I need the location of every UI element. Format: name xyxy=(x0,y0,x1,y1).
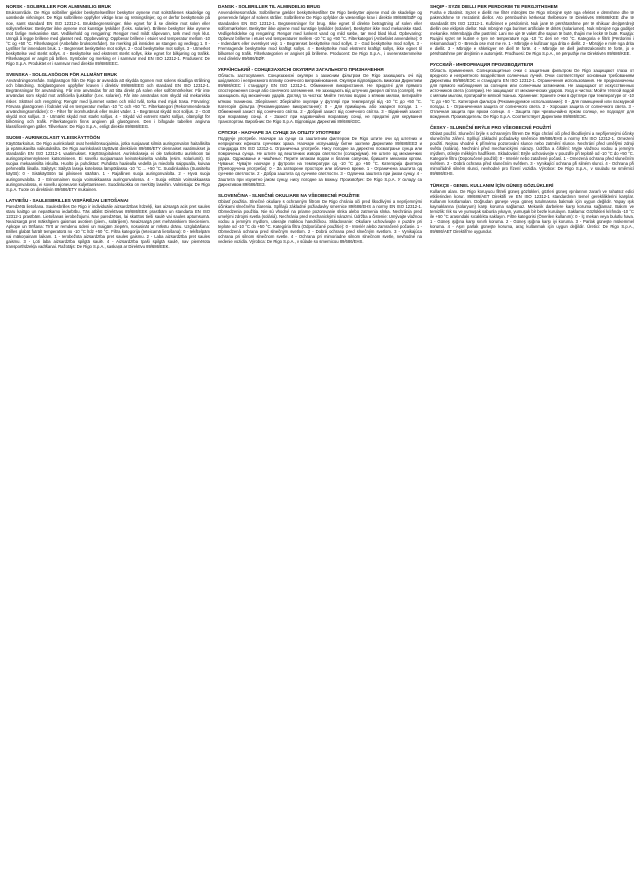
section-body: Kullanım alanı. De Rigo koruyucu filtreli güneş gözlükleri, gözleri güneş ışınlarının zararlı ve rahatsız edici etkilerinden korur. 89/686/AET Direktifi ve EN ISO 12312-1 standardının temel gerekliliklerini karşılar. Kullanım kısıtlamaları. Doğrudan güneşe veya güneş tutulmasına bakmak için uygun değildir. Yapay ışık kaynaklarına (solaryum) karşı koruma sağlamaz. Mekanik darbelere karşı koruma sağlamaz. Bakım ve temizlik: Ilık su ve yumuşak sabunla yıkayın, yumuşak bir bezle kurulayın. Saklama: Gözlükleri kılıfında -10 °C ile +50 °C arasındaki sıcaklıkta saklayın. Filtre kategorisi (Önerilen kullanım): 0 - İç mekan veya bulutlu hava. 1 - Güneş ışığına karşı sınırlı koruma. 2 - Güneş ışığına karşı iyi koruma. 3 - Parlak güneşte mükemmel koruma. 4 - Aşırı parlak güneşte koruma, araç kullanmak için uygun değildir. Üretici: De Rigo S.p.A., 89/686/AET Direktifi'ne uygundur. xyxy=(430,188,634,235)
section-title: СРПСКИ - НАОЧАРЕ ЗА СУНЦЕ ЗА ОПШТУ УПОТРЕБУ xyxy=(218,129,341,135)
section-title: УКРАЇНСЬКИЙ - СОНЦЕЗАХИСНІ ОКУЛЯРИ ЗАГАЛЬНОГО ПРИЗНАЧЕННЯ xyxy=(218,66,384,72)
section-title: TÜRKÇE - GENEL KULLANIM İÇİN GÜNEŞ GÖZLÜKLERİ xyxy=(430,182,554,188)
section-body: Käyttötarkoitus. De Rigo aurinkolasit ovat henkilönsuojaimia, jotka suojaavat silmiä auringonvalon haitallisilta ja epämukavilta vaikutuksilta. De Rigo aurinkolasit täyttävät direktiivin 89/686/ETY olennaiset vaatimukset ja standardin EN ISO 12312-1 vaatimukset. Käyttörajoitukset. Aurinkolaseja ei ole tarkoitettu aurinkoon tai auringonpimennykseen katsomiseen. Ei sovellu suojaamaan keinotekoiselta valolta (esim. solariumit). Ei suojaa mekaanisilta iskuilta. Huolto ja puhdistus: Puhdista haalealla vedellä ja miedolla saippualla, kuivaa pehmeällä liinalla. Säilytys: Säilytä laseja kotelossa lämpötilassa -10 °C ... +50 °C. Suodinluokka (Suositeltu käyttö): 0 - Sisäkäyttöön tai pilviseen säähän. 1 - Rajallinen suoja auringonvalolta. 2 - Hyvä suoja auringonvalolta. 3 - Erinomainen suoja voimakkaassa auringonvalossa. 4 - Suoja erittäin voimakkaassa auringonvalossa, ei sovellu ajoneuvon kuljettamiseen. Suodinluokka on merkitty laseihin. Valmistaja: De Rigo S.p.A. Tuote on direktiivin 89/686/ETY mukainen. xyxy=(6,141,210,192)
section-turkce xyxy=(430,183,634,235)
section-title: SVENSKA - SOLGLASÖGON FÖR ALLMÄNT BRUK xyxy=(6,71,118,77)
section-cesky xyxy=(430,125,634,177)
section-body: Fusha e zbatimit. Syzet e diellit me filtër mbrojtës De Rigo mbrojnë sytë nga efektet e dëmshme dhe të pakëndshme të rrezatimit diellor. Ato përmbushin kërkesat thelbësore të Direktivës 89/686/KEE dhe të standardit EN ISO 12312-1. Kufizimet e përdorimit. Nuk janë të përshtatshme për të shikuar drejtpërdrejt diellin ose eklipsin diellor. Nuk mbrojnë nga burimet artificiale të dritës (solariumet). Nuk mbrojnë nga goditjet mekanike. Mirëmbajtja dhe pastrimi: Lani me ujë të vakët dhe sapun të butë, thajini me leckë të butë. Ruajtja: Ruajini syzet në kutinë e tyre në temperaturë nga -10 °C deri në +50 °C. Kategoria e filtrit (Përdorimi i rekomanduar): 0 - Brenda ose mot me re. 1 - Mbrojtje e kufizuar nga drita e diellit. 2 - Mbrojtje e mirë nga drita e diellit. 3 - Mbrojtje e shkëlqyer në diell të fortë. 4 - Mbrojtje në diell jashtëzakonisht të fortë, jo e përshtatshme për drejtimin e automjetit. Prodhuesi: De Rigo S.p.A., në përputhje me Direktivën 89/686/KEE. xyxy=(430,10,634,56)
section-ukrainian xyxy=(218,67,422,124)
column-middle xyxy=(218,4,422,878)
section-body: Paredzētā lietošana. Saulesbrilles De Rigo ir individuālie aizsardzības līdzekļi, kas aizsargā acis pret saules staru kaitīgo un nepatīkamo iedarbību. Tās atbilst Direktīvas 89/686/EEK prasībām un standarta EN ISO 12312-1 prasībām. Lietošanas ierobežojumi. Nav paredzētas, lai skatītos tieši saulē vai saules aptumsumā. Neaizsargā pret mākslīgiem gaismas avotiem (piem., solārijiem). Neaizsargā pret mehāniskiem triecieniem. Apkope un tīrīšana: Tīrīt ar remdenu ūdeni un maigām ziepēm, nosusināt ar mīkstu drānu. Uzglabāšana: Brilles glabāt futrālī temperatūrā no -10 °C līdz +50 °C. Filtra kategorija (Ieteicamā lietošana): 0 - Iekštelpām vai mākoņainam laikam. 1 - Ierobežota aizsardzība pret saules gaismu. 2 - Laba aizsardzība pret saules gaismu. 3 - Ļoti laba aizsardzība spilgtā saulē. 4 - Aizsardzība īpaši spilgtā saulē, nav piemērota transportlīdzekļa vadīšanai. Ražotājs: De Rigo S.p.A., saskaņā ar Direktīvu 89/686/EEK. xyxy=(6,204,210,250)
section-shqip xyxy=(430,4,634,56)
section-title: ČESKY - SLUNEČNÍ BRÝLE PRO VŠEOBECNÉ POUŽITÍ xyxy=(430,124,551,130)
section-body: Oblast použití. Sluneční brýle s ochranným filtrem De Rigo chrání oči před škodlivými a nepříjemnými účinky slunečního záření. Splňují základní požadavky směrnice 89/686/EHS a normy EN ISO 12312-1. Omezení použití. Nejsou vhodné k přímému pozorování slunce nebo zatmění slunce. Nechrání před umělými zdroji světla (solária). Nechrání před mechanickými nárazy. Údržba a čištění: Myjte vlažnou vodou a jemným mýdlem, otírejte měkkým hadříkem. Skladování: Brýle uchovávejte v pouzdře při teplotě od -10 °C do +50 °C. Kategorie filtru (Doporučené použití): 0 - Interiér nebo zatažené počasí. 1 - Omezená ochrana před slunečním světlem. 2 - Dobrá ochrana před slunečním světlem. 3 - Vynikající ochrana při silném slunci. 4 - Ochrana při mimořádně silném slunci, nevhodné pro řízení vozidla. Výrobce: De Rigo S.p.A., v souladu se směrnicí 89/686/EHS. xyxy=(430,131,634,177)
leaflet-page xyxy=(6,4,634,878)
column-right xyxy=(430,4,634,878)
section-body: Область застосування. Сонцезахисні окуляри з захисним фільтром De Rigo захищають очі від шкідливого і неприємного впливу сонячного випромінювання. Окуляри відповідають вимогам Директиви 89/686/ЄЕС і стандарту EN ISO 12312-1. Обмеження використання. Не придатні для прямого спостереження сонця або сонячного затемнення. Не захищають від штучних джерел світла (солярії). Не захищають від механічних ударів. Догляд та чистка: Мийте теплою водою з м'яким милом, витирайте м'якою тканиною. Зберігання: Зберігайте окуляри у футлярі при температурі від -10 °C до +50 °C. Категорія фільтра (Рекомендоване використання): 0 - Для приміщень або хмарної погоди. 1 - Обмежений захист від сонячного світла. 2 - Добрий захист від сонячного світла. 3 - Відмінний захист при яскравому сонці. 4 - Захист при надзвичайно яскравому сонці, не придатні для керування транспортом. Виробник: De Rigo S.p.A. Відповідає Директиві 89/686/ЄЕС. xyxy=(218,73,422,124)
section-suomi xyxy=(6,135,210,192)
section-serbian xyxy=(218,130,422,187)
section-body: Anvendelsesområde. Solbrillerne gælder beskyttelsesfilter De Rigo beskytter øjnene mod de skadelige og generende følger af solens stråler. Solbrillerne De Rigo opfylder de væsentlige krav i direktiv 89/686/EØF og standarden EN ISO 12312-1. Begrænsninger for brug. Ikke egnet til direkte betragtning af solen eller solformørkelser. Beskytter ikke øjnene mod kunstige lyskilder (solarier). Beskytter ikke mod mekaniske stød. Vedligeholdelse og rengøring: Rengør med lunkent vand og mild sæbe, tør med blød klud. Opbevaring: Opbevar brillerne i etuiet ved temperaturer mellem -10 °C og +50 °C. Filterkategori (Anbefalet anvendelse): 0 - Indendørs eller overskyet vejr. 1 - Begrænset beskyttelse mod sollys. 2 - God beskyttelse mod sollys. 3 - Fremragende beskyttelse mod kraftigt sollys. 4 - Beskyttelse mod ekstremt kraftigt sollys, ikke egnet til bilkørsel og trafik. Filterkategorien er angivet på brillerne. Producent: De Rigo S.p.A., i overensstemmelse med direktiv 89/686/EØF. xyxy=(218,10,422,61)
column-left xyxy=(6,4,210,878)
section-title: LATVIEŠU - SAULESBRILLES VISPĀRĒJAI LIETOŠANAI xyxy=(6,197,129,203)
section-body: Bruksområde. De Rigo solbriller gjelder beskyttelsesfilter beskytter øynene mot solstrålenes skadelige og uønskede virkninger. De Rigo solbrillene oppfyller viktige krav og retningslinjer, og er derfor beskyttende på noe, samt standard EN ISO 12312-1. Bruksbegrensninger. Ikke egnet for å se direkte mot solen eller sollysreflekser. Beskytter ikke øynene mot kunstige lyskilder (f.eks. solarier). Brillene beskytter ikke øynene mot farlige mekaniske støt. Vedlikehold og rengjøring: Rengjør med mildt såpevann, tørk med myk klut. Unngå å legge brillene med glasset ned. Oppbevaring: Oppbevar brillene i etuiet ved temperatur mellom -10 °C og +50 °C. Filterkategori (Anbefalte bruksområder). Se merking på innsiden av stangen og vedlegg 1. 0 - Lysfilter for innendørs bruk. 1 - Begrenset beskyttelse mot sollys. 2 - God beskyttelse mot sollys. 3 - Utmerket beskyttelse ved sterkt sollys. 4 - Beskyttelse ved ekstremt sterkt sollys, ikke egnet for bilkjøring og trafikk. Filterkategori er angitt på brillen. Symboler og merking er i samsvar med EN ISO 12312-1. Produsent: De Rigo S.p.A. Produktet er i samsvar med direktiv 89/686/EEC. xyxy=(6,10,210,66)
section-body: Oblasť použitia. Slnečné okuliare s ochranným filtrom De Rigo chránia oči pred škodlivými a nepríjemnými účinkami slnečného žiarenia. Spĺňajú základné požiadavky smernice 89/686/EHS a normy EN ISO 12312-1. Obmedzenia použitia. Nie sú vhodné na priame pozorovanie slnka alebo zatmenia slnka. Nechránia pred umelými zdrojmi svetla (soláriá). Nechránia pred mechanickými nárazmi. Údržba a čistenie: Umývajte vlažnou vodou a jemným mydlom, utierajte mäkkou handričkou. Skladovanie: Okuliare uchovávajte v puzdre pri teplote od -10 °C do +50 °C. Kategória filtra (Odporúčané použitie): 0 - Interiér alebo zamračené počasie. 1 - Obmedzená ochrana pred slnečným svetlom. 2 - Dobrá ochrana pred slnečným svetlom. 3 - Vynikajúca ochrana pri silnom slnečnom svetle. 4 - Ochrana pri mimoriadne silnom slnečnom svetle, nevhodné na vedenie vozidla. Výrobca: De Rigo S.p.A., v súlade so smernicou 89/686/EHS. xyxy=(218,199,422,245)
section-title: SLOVENČINA - SLNEČNÉ OKULIARE NA VŠEOBECNÉ POUŽITIE xyxy=(218,192,360,198)
section-dansk xyxy=(218,4,422,61)
section-title: NORSK - SOLBRILLER FOR ALMINNELIG BRUK xyxy=(6,4,112,9)
section-title: SUOMI - AURINKOLASIT YLEISKÄYTTÖÖN xyxy=(6,134,100,140)
section-title: РУССКИЙ - ИНФОРМАЦИЯ ПРОИЗВОДИТЕЛЯ xyxy=(430,61,534,67)
section-title: SHQIP - SYZE DIELLI PER PERDORIM TE PERGJITHSHEM xyxy=(430,4,558,9)
section-slovencina xyxy=(218,193,422,245)
section-russian xyxy=(430,62,634,119)
section-svenska xyxy=(6,72,210,129)
section-body: Подручје употребе. Наочаре за сунце са заштитним филтером De Rigo штите очи од штетних и непријатних ефеката сунчевих зрака. Наочаре испуњавају битне захтеве Директиве 89/686/ЕЕЗ и стандарда EN ISO 12312-1. Ограничења употребе. Нису погодне за директно посматрање сунца или помрачења сунца. Не штите од вештачких извора светлости (соларијуми). Не штите од механичких удара. Одржавање и чишћење: Перите млаком водом и благим сапуном, бришите меканом крпом. Чување: Чувајте наочаре у футроли на температури од -10 °C до +50 °C. Категорија филтера (Препоручена употреба): 0 - За затворене просторе или облачно време. 1 - Ограничена заштита од сунчеве светлости. 2 - Добра заштита од сунчеве светлости. 3 - Одлична заштита при јаком сунцу. 4 - Заштита при изузетно јаком сунцу, нису погодне за вожњу. Произвођач: De Rigo S.p.A. У складу са Директивом 89/686/ЕЕЗ. xyxy=(218,136,422,187)
section-title: DANSK - SOLBRILLER TIL ALMINDELIG BRUG xyxy=(218,4,321,9)
section-latviesu xyxy=(6,198,210,250)
section-norsk xyxy=(6,4,210,66)
section-body: Область применения. Солнцезащитные очки с защитным фильтром De Rigo защищают глаза от вредного и неприятного воздействия солнечных лучей. Очки соответствуют основным требованиям Директивы 89/686/ЕЭС и стандарта EN ISO 12312-1. Ограничения использования. Не предназначены для прямого наблюдения за солнцем или солнечным затмением. Не защищают от искусственных источников света (солярии). Не защищают от механических ударов. Уход и чистка: Мойте тёплой водой с мягким мылом, протирайте мягкой тканью. Хранение: Храните очки в футляре при температуре от -10 °C до +50 °C. Категория фильтра (Рекомендуемое использование): 0 - Для помещений или пасмурной погоды. 1 - Ограниченная защита от солнечного света. 2 - Хорошая защита от солнечного света. 3 - Отличная защита при ярком солнце. 4 - Защита при чрезвычайно ярком солнце, не подходят для вождения. Производитель: De Rigo S.p.A. Соответствует Директиве 89/686/ЕЭС. xyxy=(430,68,634,119)
section-body: Användningsområde. Solglasögon från De Rigo är avsedda att skydda ögonen mot solens skadliga strålning och bländning. Solglasögonen uppfyller kraven i direktiv 89/686/EEG och standard EN ISO 12312-1. Begränsningar för användning. Får inte användas för att titta direkt på solen eller solförmörkelser. Får inte användas som skydd mot artificiella ljuskällor (t.ex. solarier). Får inte användas som skydd vid mekaniska risker. Skötsel och rengöring: Rengör med ljummet vatten och mild tvål, torka med mjuk trasa. Förvaring: Förvara glasögonen i fodralet vid en temperatur mellan -10 °C och +50 °C. Filterkategori (Rekommenderade användningsområden): 0 - Filter för inomhusbruk eller mulet väder. 1 - Begränsat skydd mot solljus. 2 - Gott skydd mot solljus. 3 - Utmärkt skydd mot starkt solljus. 4 - Skydd vid extremt starkt solljus, olämpligt för bilkörning och trafik. Filterkategorin finns angiven på glasögonen. Den i bifogade tabellen angivna klassificeringen gäller. Tillverkare: De Rigo S.p.A., enligt direktiv 89/686/EEG. xyxy=(6,78,210,129)
